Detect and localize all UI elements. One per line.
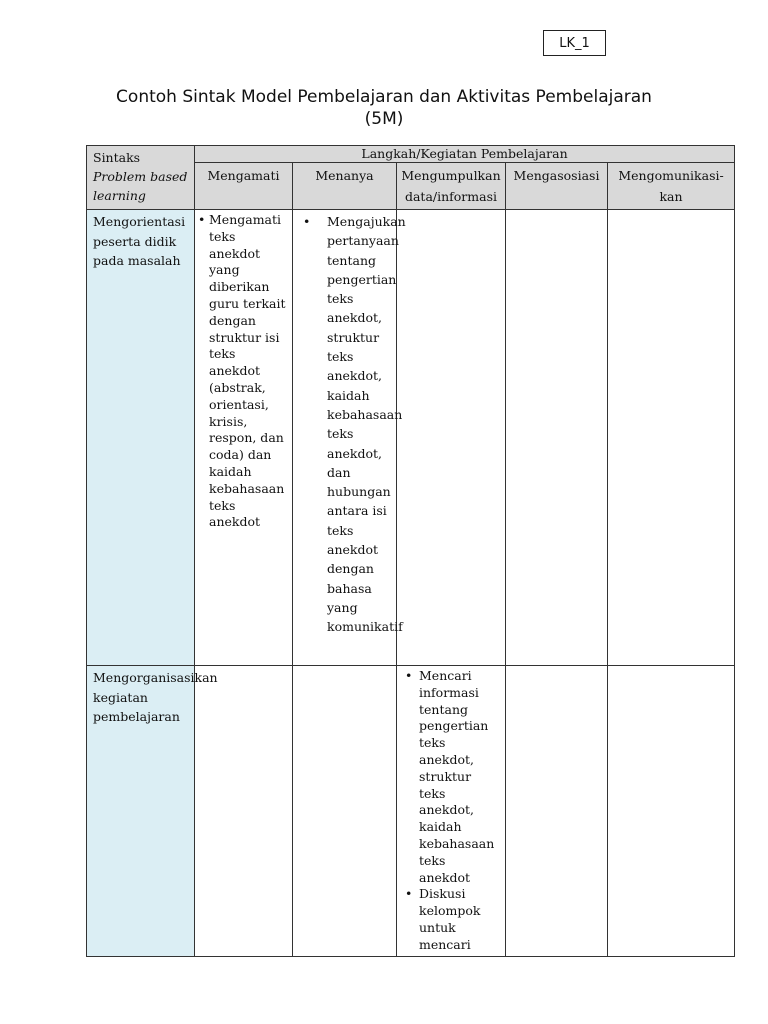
col-header-menanya: Menanya: [293, 163, 397, 210]
col-header-mengumpulkan: Mengumpulkan data/informasi: [397, 163, 506, 210]
row-mengumpulkan-cell: [397, 210, 506, 666]
sintaks-header: Sintaks: [93, 150, 141, 165]
list-item: • Mencari informasi tentang pengertian teks anekdot, struktur teks anekdot, kaidah kebahasaan teks anekdot: [403, 668, 499, 886]
row-mengumpulkan-cell: [397, 666, 506, 957]
row-mengamati-cell: [195, 210, 293, 666]
header-row-1: [87, 146, 735, 163]
table-row: [87, 210, 735, 666]
col-header-mengasosiasi: Mengasosiasi: [506, 163, 608, 210]
langkah-header: Langkah/Kegiatan Pembelajaran: [195, 146, 735, 163]
row-mengasosiasi-cell: [506, 210, 608, 666]
activity-table: [86, 145, 735, 957]
title-line-1: Contoh Sintak Model Pembelajaran dan Aktivitas Pembelajaran: [116, 87, 652, 107]
title-line-2: (5M): [364, 109, 404, 129]
row-mengamati-cell: [195, 666, 293, 957]
row-mengasosiasi-cell: [506, 666, 608, 957]
row-menanya-cell: [293, 666, 397, 957]
document-tag: LK_1: [543, 30, 606, 56]
row-sintaks-cell: Mengorientasi peserta didik pada masalah: [87, 210, 195, 666]
col-header-mengamati: Mengamati: [195, 163, 293, 210]
row-sintaks-cell: Mengorganisasikan kegiatan pembelajaran: [87, 666, 195, 957]
row-mengomunikasikan-cell: [608, 210, 735, 666]
page-title: [60, 86, 708, 130]
list-item: • Mengajukan pertanyaan tentang pengertian teks anekdot, struktur teks anekdot, kaidah kebahasaan teks anekdot, dan hubungan antara isi teks anekdot dengan bahasa yang komunikatif: [299, 212, 390, 637]
table-row: [87, 666, 735, 957]
list-item: • Diskusi kelompok untuk mencari: [403, 886, 499, 953]
row-menanya-cell: [293, 210, 406, 666]
sintaks-header-cell: [87, 146, 195, 210]
sintaks-model: Problem based learning: [93, 169, 188, 203]
list-item: • Mengamati teks anekdot yang diberikan guru terkait dengan struktur isi teks anekdot (abstrak, orientasi, krisis, respon, dan coda) dan kaidah kebahasaan teks anekdot: [201, 212, 286, 531]
col-header-mengomunikasikan: Mengomunikasi-kan: [608, 163, 735, 210]
row-mengomunikasikan-cell: [608, 666, 735, 957]
